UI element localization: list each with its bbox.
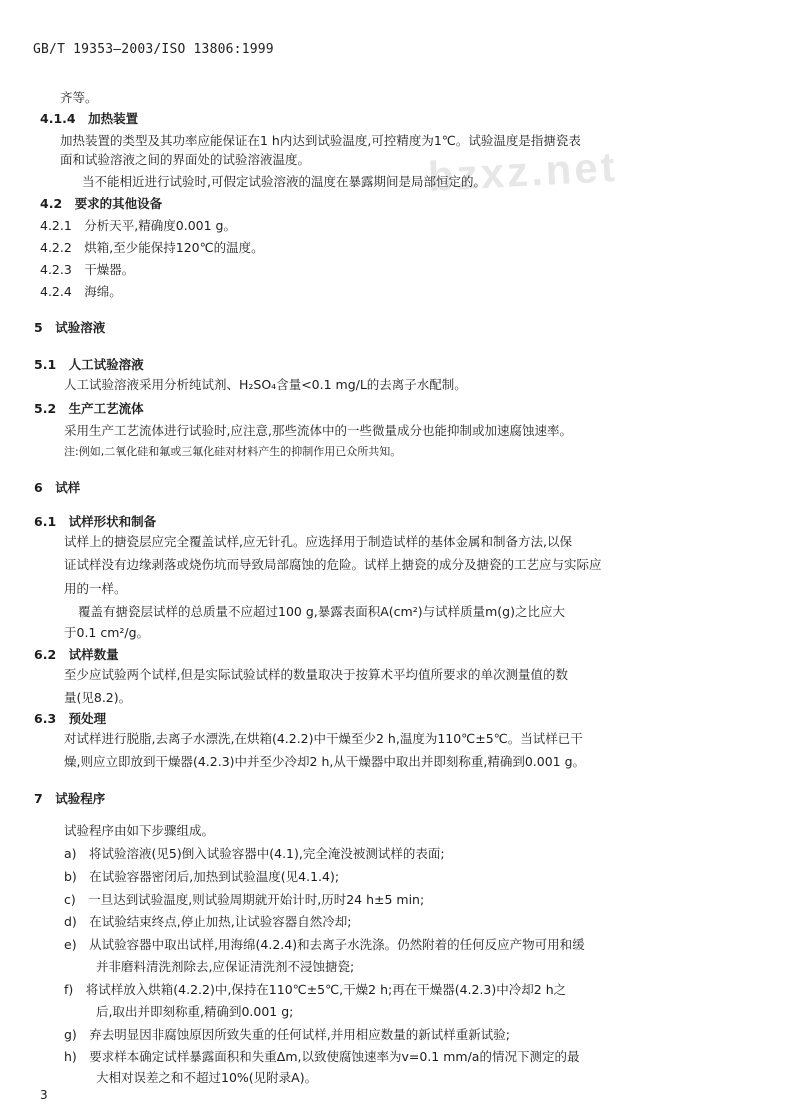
text-line: 试样上的搪瓷层应完全覆盖试样,应无针孔。应选择用于制造试样的基体金属和制备方法,以保 [64, 534, 572, 549]
text-line: 4.2.3 干燥器。 [40, 262, 135, 277]
section-heading: 5.2 生产工艺流体 [34, 401, 144, 416]
chapter-heading: 5 试验溶液 [34, 320, 106, 335]
section-heading: 5.1 人工试验溶液 [34, 357, 144, 372]
list-item-h-cont: 大相对误差之和不超过10%(见附录A)。 [96, 1070, 318, 1085]
text-line: 加热装置的类型及其功率应能保证在1 h内达到试验温度,可控精度为1℃。试验温度是指搪瓷表 [60, 133, 581, 148]
list-item-h: h) 要求样本确定试样暴露面积和失重Δm,以致使腐蚀速率为v=0.1 mm/a的情况下测定的最 [64, 1049, 580, 1064]
text-line: 齐等。 [60, 90, 98, 105]
text-line: 证试样没有边缘剥落或烧伤坑而导致局部腐蚀的危险。试样上搪瓷的成分及搪瓷的工艺应与实际应 [64, 557, 602, 572]
watermark: bzxz.net [426, 143, 619, 200]
page-number: 3 [40, 1088, 48, 1102]
text-line: 燥,则应立即放到干燥器(4.2.3)中并至少冷却2 h,从干燥器中取出并即刻称重,精确到0.001 g。 [64, 754, 586, 769]
list-item-d: d) 在试验结束终点,停止加热,让试验容器自然冷却; [64, 914, 352, 929]
text-line: 于0.1 cm²/g。 [64, 625, 150, 640]
list-item-e: e) 从试验容器中取出试样,用海绵(4.2.4)和去离子水洗涤。仍然附着的任何反应产物可用和缓 [64, 937, 585, 952]
text-line: 量(见8.2)。 [64, 690, 132, 705]
chapter-heading: 7 试验程序 [34, 791, 106, 806]
standard-header: GB/T 19353—2003/ISO 13806:1999 [33, 42, 274, 57]
text-line: 当不能相近进行试验时,可假定试验溶液的温度在暴露期间是局部恒定的。 [82, 174, 486, 189]
section-heading: 4.2 要求的其他设备 [40, 196, 163, 211]
text-line: 用的一样。 [64, 581, 127, 596]
section-heading: 6.1 试样形状和制备 [34, 514, 157, 529]
text-line: 4.2.4 海绵。 [40, 284, 122, 299]
list-item-f-cont: 后,取出并即刻称重,精确到0.001 g; [96, 1004, 294, 1019]
list-item-b: b) 在试验容器密闭后,加热到试验温度(见4.1.4); [64, 869, 340, 884]
text-line: 采用生产工艺流体进行试验时,应注意,那些流体中的一些微量成分也能抑制或加速腐蚀速率。 [64, 423, 572, 438]
text-line: 面和试验溶液之间的界面处的试验溶液温度。 [60, 152, 311, 167]
text-line: 至少应试验两个试样,但是实际试验试样的数量取决于按算术平均值所要求的单次测量值的数 [64, 667, 568, 682]
list-item-e-cont: 并非磨料清洗剂除去,应保证清洗剂不浸蚀搪瓷; [96, 959, 355, 974]
text-line: 人工试验溶液采用分析纯试剂、H₂SO₄含量<0.1 mg/L的去离子水配制。 [64, 377, 467, 392]
text-line: 4.2.2 烘箱,至少能保持120℃的温度。 [40, 240, 264, 255]
list-item-c: c) 一旦达到试验温度,则试验周期就开始计时,历时24 h±5 min; [64, 892, 425, 907]
section-heading: 4.1.4 加热装置 [40, 111, 139, 126]
section-heading: 6.2 试样数量 [34, 647, 119, 662]
text-line: 试验程序由如下步骤组成。 [64, 823, 215, 838]
text-line: 覆盖有搪瓷层试样的总质量不应超过100 g,暴露表面积A(cm²)与试样质量m(g)之比应大 [78, 604, 565, 619]
list-item-a: a) 将试验溶液(见5)倒入试验容器中(4.1),完全淹没被测试样的表面; [64, 846, 445, 861]
text-line: 4.2.1 分析天平,精确度0.001 g。 [40, 218, 236, 233]
note-line: 注:例如,二氧化硅和氟或三氟化硅对材料产生的抑制作用已众所共知。 [64, 445, 402, 458]
list-item-f: f) 将试样放入烘箱(4.2.2)中,保持在110℃±5℃,干燥2 h;再在干燥器(4.2.3)中冷却2 h之 [64, 982, 567, 997]
text-line: 对试样进行脱脂,去离子水漂洗,在烘箱(4.2.2)中干燥至少2 h,温度为110℃±5℃。当试样已干 [64, 731, 583, 746]
chapter-heading: 6 试样 [34, 480, 81, 495]
list-item-g: g) 弃去明显因非腐蚀原因所致失重的任何试样,并用相应数量的新试样重新试验; [64, 1027, 510, 1042]
section-heading: 6.3 预处理 [34, 711, 107, 726]
